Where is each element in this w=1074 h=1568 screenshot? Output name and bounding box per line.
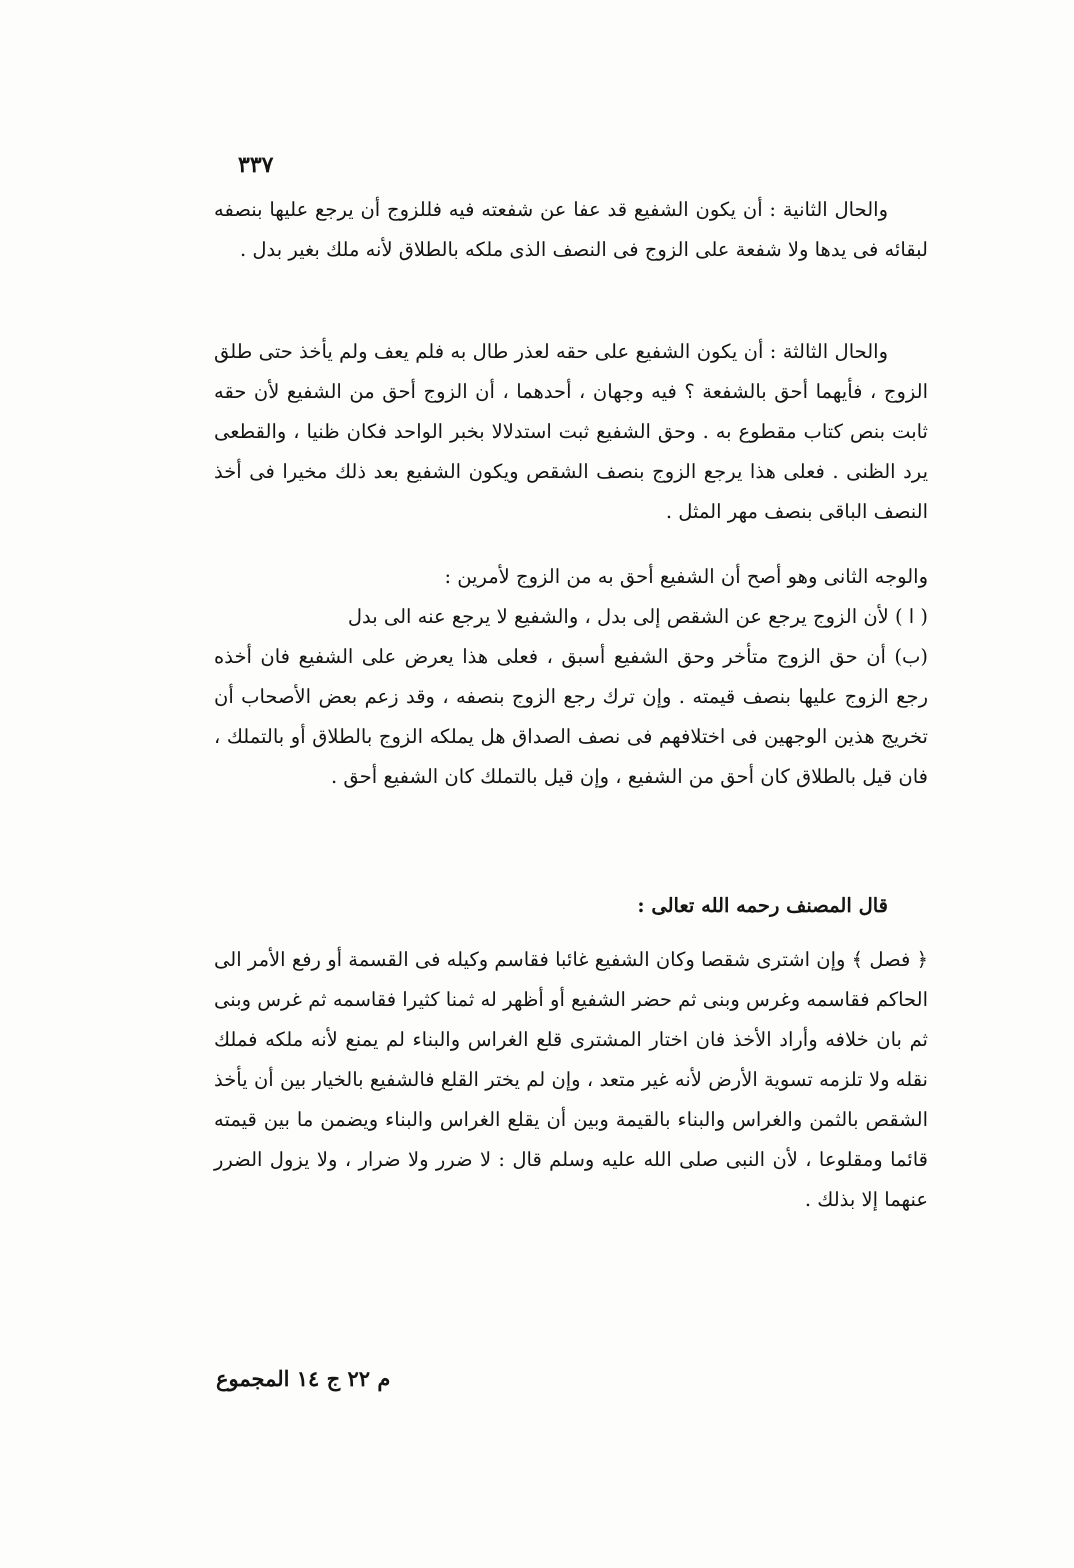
paragraph-text: والحال الثالثة : أن يكون الشفيع على حقه لعذر طال به فلم يعف ولم يأخذ حتى طلق الزوج ، فأيهما أحق بالشفعة ؟ فيه وجهان ، أحدهما ، أن الزوج أحق من الشفيع لأن حقه ثابت بنص كتاب مقطوع به . وحق الشفيع ثبت استدلالا بخبر الواحد فكان ظنيا ، والقطعى يرد الظنى . فعلى هذا يرجع الزوج بنصف الشقص ويكون الشفيع بعد ذلك مخيرا فى أخذ النصف الباقى بنصف مهر المثل .	[214, 340, 928, 523]
list-item-b: (ب) أن حق الزوج متأخر وحق الشفيع أسبق ، فعلى هذا يعرض على الشفيع فان أخذه رجع الزوج عليها بنصف قيمته . وإن ترك رجع الزوج بنصفه ، وقد زعم بعض الأصحاب أن تخريج هذين الوجهين فى اختلافهم فى نصف الصداق هل يملكه الزوج بالطلاق أو بالتملك ، فان قيل بالطلاق كان أحق من الشفيع ، وإن قيل بالتملك كان الشفيع أحق .	[214, 645, 928, 788]
section-heading	[214, 886, 928, 926]
paragraph-text: والحال الثانية : أن يكون الشفيع قد عفا عن شفعته فيه فللزوج أن يرجع عليها بنصفه لبقائه فى يدها ولا شفعة على الزوج فى النصف الذى ملكه بالطلاق لأنه ملك بغير بدل .	[214, 198, 928, 261]
paragraph-third-case	[214, 332, 928, 532]
paragraph-fasl	[214, 940, 928, 1220]
paragraph-second-case	[214, 190, 928, 270]
paragraph-second-view	[214, 557, 928, 797]
author-heading: قال المصنف رحمه الله تعالى :	[637, 894, 888, 917]
page-footer: م ٢٢ ج ١٤ المجموع	[216, 1366, 391, 1391]
page-number: ٣٣٧	[238, 152, 274, 178]
list-item-a: ( ا ) لأن الزوج يرجع عن الشقص إلى بدل ، والشفيع لا يرجع عنه الى بدل	[347, 605, 928, 628]
paragraph-text: والوجه الثانى وهو أصح أن الشفيع أحق به من الزوج لأمرين :	[444, 565, 928, 588]
paragraph-text: ﴿ فصل ﴾ وإن اشترى شقصا وكان الشفيع غائبا فقاسم وكيله فى القسمة أو رفع الأمر الى الحاكم فقاسمه وغرس وبنى ثم حضر الشفيع أو أظهر له ثمنا كثيرا فقاسمه ثم غرس وبنى ثم بان خلافه وأراد الأخذ فان اختار المشترى قلع الغراس والبناء لم يمنع لأنه ملكه فملك نقله ولا تلزمه تسوية الأرض لأنه غير متعد ، وإن لم يختر القلع فالشفيع بالخيار بين أن يأخذ الشقص بالثمن والغراس والبناء بالقيمة وبين أن يقلع الغراس والبناء ويضمن ما بين قيمته قائما ومقلوعا ، لأن النبى صلى الله عليه وسلم قال : لا ضرر ولا ضرار ، ولا يزول الضرر عنهما إلا بذلك .	[214, 948, 928, 1211]
